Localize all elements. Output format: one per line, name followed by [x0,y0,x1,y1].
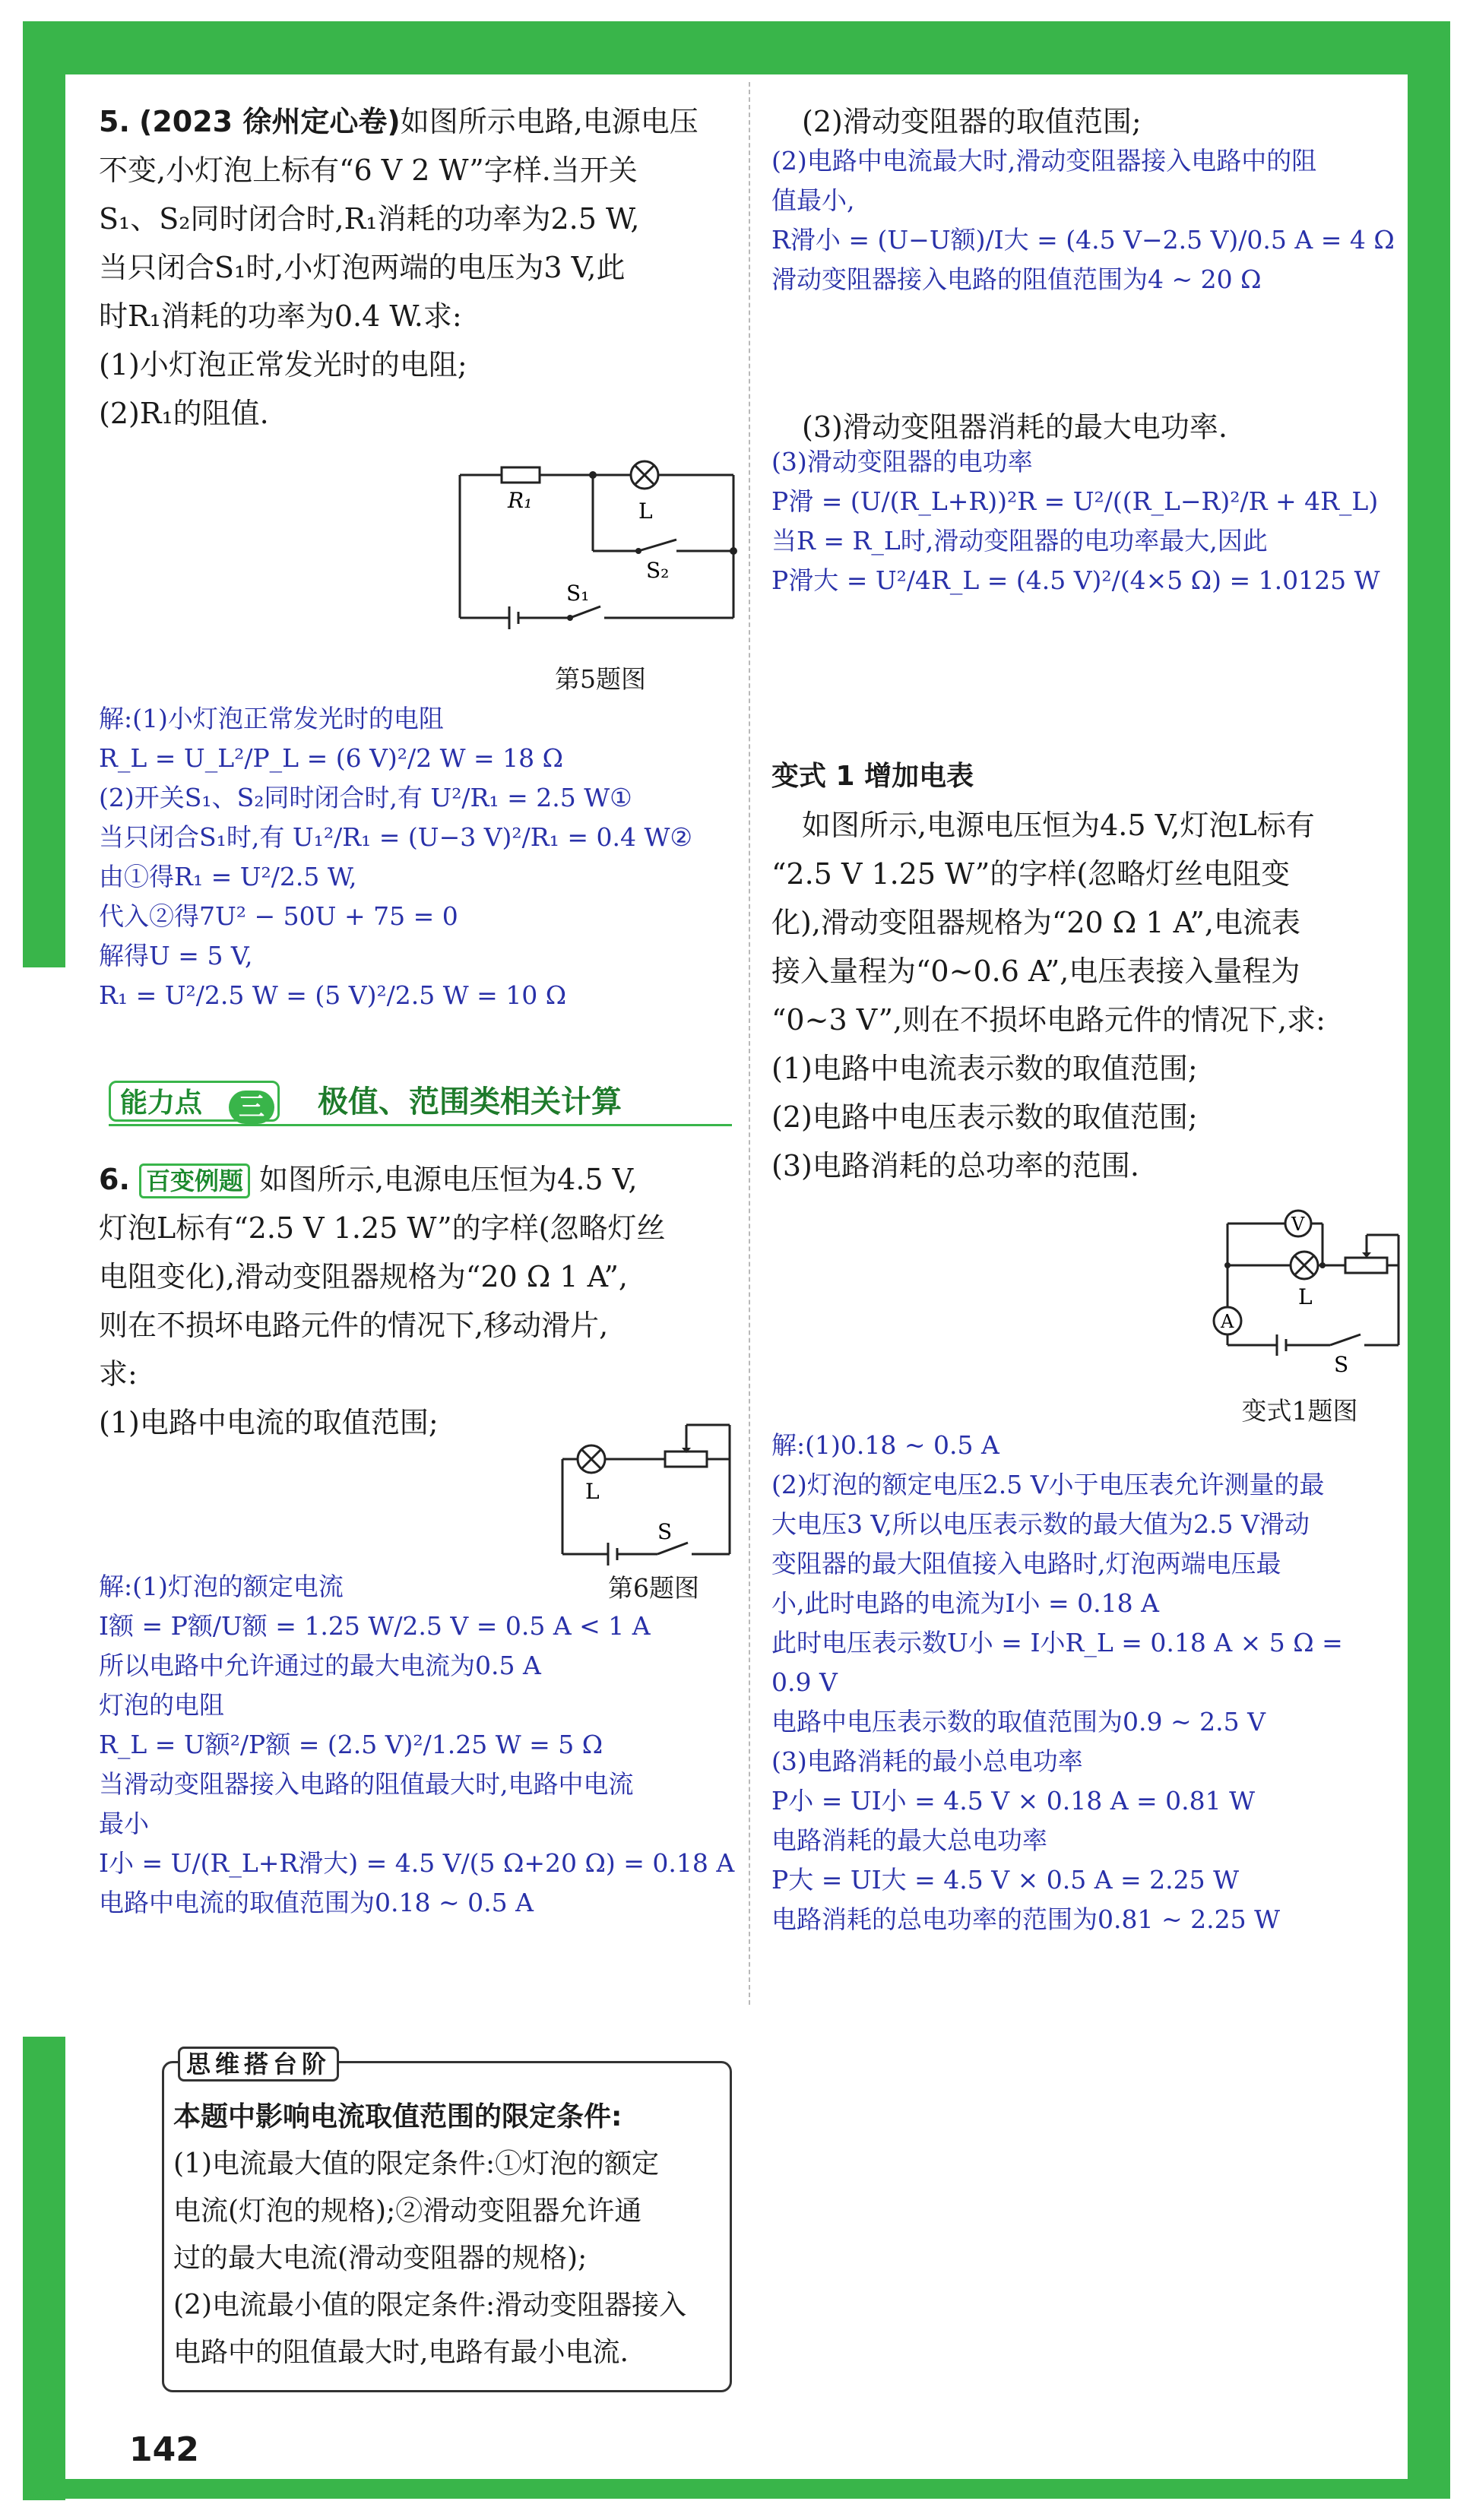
q5-answer-line: 由①得R₁ = U²/2.5 W, [99,862,357,891]
q6-figure-caption: 第6题图 [608,1573,699,1603]
q6-answer-line: R_L = U额²/P额 = (2.5 V)²/1.25 W = 5 Ω [99,1730,603,1759]
q5-source: (2023 徐州定心卷) [138,105,401,138]
variant-title: 变式 1 增加电表 [771,761,974,792]
q5-number: 5. [99,105,130,138]
think-box [162,2050,732,2392]
variant-circuit-figure [1208,1208,1406,1376]
q6-sub-1: (1)电路中电流的取值范围; [99,1406,439,1439]
q6-sub-2: (2)滑动变阻器的取值范围; [802,105,1142,138]
q5-text-0: 如图所示电路,电源电压 [400,105,698,138]
q5-answer-line: 代入②得7U² − 50U + 75 = 0 [99,901,458,931]
variant-fig-lamp-label: L [1298,1284,1313,1309]
think-tag: 思维搭台阶 [178,2047,339,2082]
q6-fig-switch-label: S [657,1519,673,1544]
q5-answer-line: 解得U = 5 V, [99,941,253,970]
think-line: (1)电流最大值的限定条件:①灯泡的额定 [173,2148,660,2180]
q5-text-4: 时R₁消耗的功率为0.4 W.求: [99,299,462,333]
think-line: 过的最大电流(滑动变阻器的规格); [173,2243,588,2274]
q5-answer-line: R₁ = U²/2.5 W = (5 V)²/2.5 W = 10 Ω [99,980,567,1010]
variant-text-1: “2.5 V 1.25 W”的字样(忽略灯丝电阻变 [771,857,1291,891]
variant-answer-line: (2)灯泡的额定电压2.5 V小于电压表允许测量的最 [771,1470,1325,1499]
right-green-band [1408,21,1450,2491]
left-green-band [23,21,65,967]
question-6 [99,1155,737,1447]
variant-answer-line: (3)电路消耗的最小总电功率 [771,1746,1083,1776]
q5-fig-lamp-label: L [638,499,653,524]
q6-text-1: 灯泡L标有“2.5 V 1.25 W”的字样(忽略灯丝 [99,1211,666,1245]
variant-answer-line: 解:(1)0.18 ~ 0.5 A [771,1430,999,1460]
variant-fig-voltmeter-label: V [1291,1214,1305,1235]
q6-answer-line: 灯泡的电阻 [99,1690,224,1720]
ability-heading [109,1078,732,1126]
think-line: 电流(灯泡的规格);②滑动变阻器允许通 [173,2196,642,2227]
variant-answer [771,1426,1402,1939]
ability-title: 极值、范围类相关计算 [318,1084,622,1119]
q5-answer-line: 解:(1)小灯泡正常发光时的电阻 [99,704,444,733]
variant-1 [771,752,1402,1190]
q5-answer-line: 当只闭合S₁时,有 U₁²/R₁ = (U−3 V)²/R₁ = 0.4 W② [99,822,692,852]
variant-sub-3: (3)电路消耗的总功率的范围. [771,1149,1139,1182]
q5-line-1 [99,97,737,146]
left-green-band-lower [23,2037,65,2500]
ability-tag [109,1081,280,1122]
variant-answer-line: 电路消耗的最大总电功率 [771,1825,1047,1855]
q6-fig-lamp-label: L [585,1479,600,1504]
q6-answer2-line: 值最小, [771,185,855,215]
variant-text-4: “0~3 V”,则在不损坏电路元件的情况下,求: [771,1003,1326,1037]
think-line: 电路中的阻值最大时,电路有最小电流. [173,2337,629,2368]
q5-fig-r1-label: R₁ [508,488,533,513]
q5-text-3: 当只闭合S₁时,小灯泡两端的电压为3 V,此 [99,251,626,284]
top-green-band [23,21,1450,74]
q6-answer-line: 当滑动变阻器接入电路的阻值最大时,电路中电流 [99,1769,634,1799]
q5-answer [99,699,737,1015]
q6-answer2-line: 滑动变阻器接入电路的阻值范围为4 ~ 20 Ω [771,264,1262,294]
q6-answer2-line: (2)电路中电流最大时,滑动变阻器接入电路中的阻 [771,146,1317,176]
variant-answer-line: 电路中电压表示数的取值范围为0.9 ~ 2.5 V [771,1707,1266,1736]
q5-text-2: S₁、S₂同时闭合时,R₁消耗的功率为2.5 W, [99,202,640,236]
q5-fig-s1-label: S₁ [566,581,590,606]
ability-label: 能力点 [120,1087,203,1119]
q6-answer [99,1567,737,1923]
q5-sub-2: (2)R₁的阻值. [99,397,269,430]
bottom-green-band [23,2479,1450,2499]
q6-answer3-line: P滑大 = U²/4R_L = (4.5 V)²/(4×5 Ω) = 1.0125 W [771,565,1380,595]
q5-answer-line: (2)开关S₁、S₂同时闭合时,有 U²/R₁ = 2.5 W① [99,783,632,812]
variant-answer-line: 电路消耗的总电功率的范围为0.81 ~ 2.25 W [771,1904,1280,1934]
variant-answer-line: 变阻器的最大阻值接入电路时,灯泡两端电压最 [771,1549,1281,1578]
q6-answer-3 [771,442,1402,600]
think-head: 本题中影响电流取值范围的限定条件: [173,2101,622,2132]
q6-text-2: 电阻变化),滑动变阻器规格为“20 Ω 1 A”, [99,1260,628,1293]
q6-answer-2 [771,141,1402,299]
variant-answer-line: 大电压3 V,所以电压表示数的最大值为2.5 V滑动 [771,1509,1310,1539]
q6-answer-line: 最小 [99,1809,149,1838]
q6-badge: 百变例题 [139,1163,250,1198]
q5-figure-caption: 第5题图 [555,664,646,694]
q6-answer-line: 解:(1)灯泡的额定电流 [99,1572,344,1601]
variant-sub-1: (1)电路中电流表示数的取值范围; [771,1052,1198,1085]
q6-text-3: 则在不损坏电路元件的情况下,移动滑片, [99,1309,609,1342]
variant-answer-line: 0.9 V [771,1667,838,1697]
q6-part-2 [771,97,1402,146]
q5-fig-s2-label: S₂ [646,558,670,583]
q6-number: 6. [99,1163,130,1196]
q5-sub-1: (1)小灯泡正常发光时的电阻; [99,348,467,381]
q5-answer-line: R_L = U_L²/P_L = (6 V)²/2 W = 18 Ω [99,743,563,773]
variant-sub-2: (2)电路中电压表示数的取值范围; [771,1100,1198,1134]
q6-answer-line: 电路中电流的取值范围为0.18 ~ 0.5 A [99,1888,534,1917]
q5-text-1: 不变,小灯泡上标有“6 V 2 W”字样.当开关 [99,154,638,187]
variant-text-2: 化),滑动变阻器规格为“20 Ω 1 A”,电流表 [771,906,1300,939]
q6-answer-line: I额 = P额/U额 = 1.25 W/2.5 V = 0.5 A < 1 A [99,1611,651,1641]
q6-answer-line: I小 = U/(R_L+R滑大) = 4.5 V/(5 Ω+20 Ω) = 0.18 A [99,1848,735,1878]
column-divider [749,82,750,2005]
variant-text-3: 接入量程为“0~0.6 A”,电压表接入量程为 [771,954,1300,988]
variant-figure-caption: 变式1题图 [1241,1396,1358,1426]
variant-text-0: 如图所示,电源电压恒为4.5 V,灯泡L标有 [802,809,1315,842]
variant-answer-line: 此时电压表示数U小 = I小R_L = 0.18 A × 5 Ω = [771,1628,1343,1657]
q6-text-0: 如图所示,电源电压恒为4.5 V, [259,1163,638,1196]
page-number: 142 [129,2430,199,2469]
q6-circuit-figure [551,1414,741,1566]
q6-answer3-line: (3)滑动变阻器的电功率 [771,447,1033,476]
q6-answer3-line: P滑 = (U/(R_L+R))²R = U²/((R_L−R)²/R + 4R_L) [771,486,1379,516]
variant-answer-line: 小,此时电路的电流为I小 = 0.18 A [771,1588,1159,1618]
q6-answer3-line: 当R = R_L时,滑动变阻器的电功率最大,因此 [771,526,1268,556]
q6-line-1 [99,1155,737,1204]
q6-answer-line: 所以电路中允许通过的最大电流为0.5 A [99,1651,541,1680]
think-line: (2)电流最小值的限定条件:滑动变阻器接入 [173,2290,687,2321]
variant-answer-line: P大 = UI大 = 4.5 V × 0.5 A = 2.25 W [771,1865,1240,1895]
question-5 [99,97,737,438]
ability-number: 三 [229,1091,274,1124]
variant-fig-ammeter-label: A [1221,1311,1234,1332]
q5-circuit-figure [448,456,745,661]
q6-text-4: 求: [99,1357,138,1391]
ability-underline [109,1124,732,1126]
variant-answer-line: P小 = UI小 = 4.5 V × 0.18 A = 0.81 W [771,1786,1256,1816]
q6-sub-3: (3)滑动变阻器消耗的最大电功率. [802,410,1228,444]
variant-fig-switch-label: S [1334,1352,1349,1376]
q6-answer2-line: R滑小 = (U−U额)/I大 = (4.5 V−2.5 V)/0.5 A = 4 Ω [771,225,1395,255]
